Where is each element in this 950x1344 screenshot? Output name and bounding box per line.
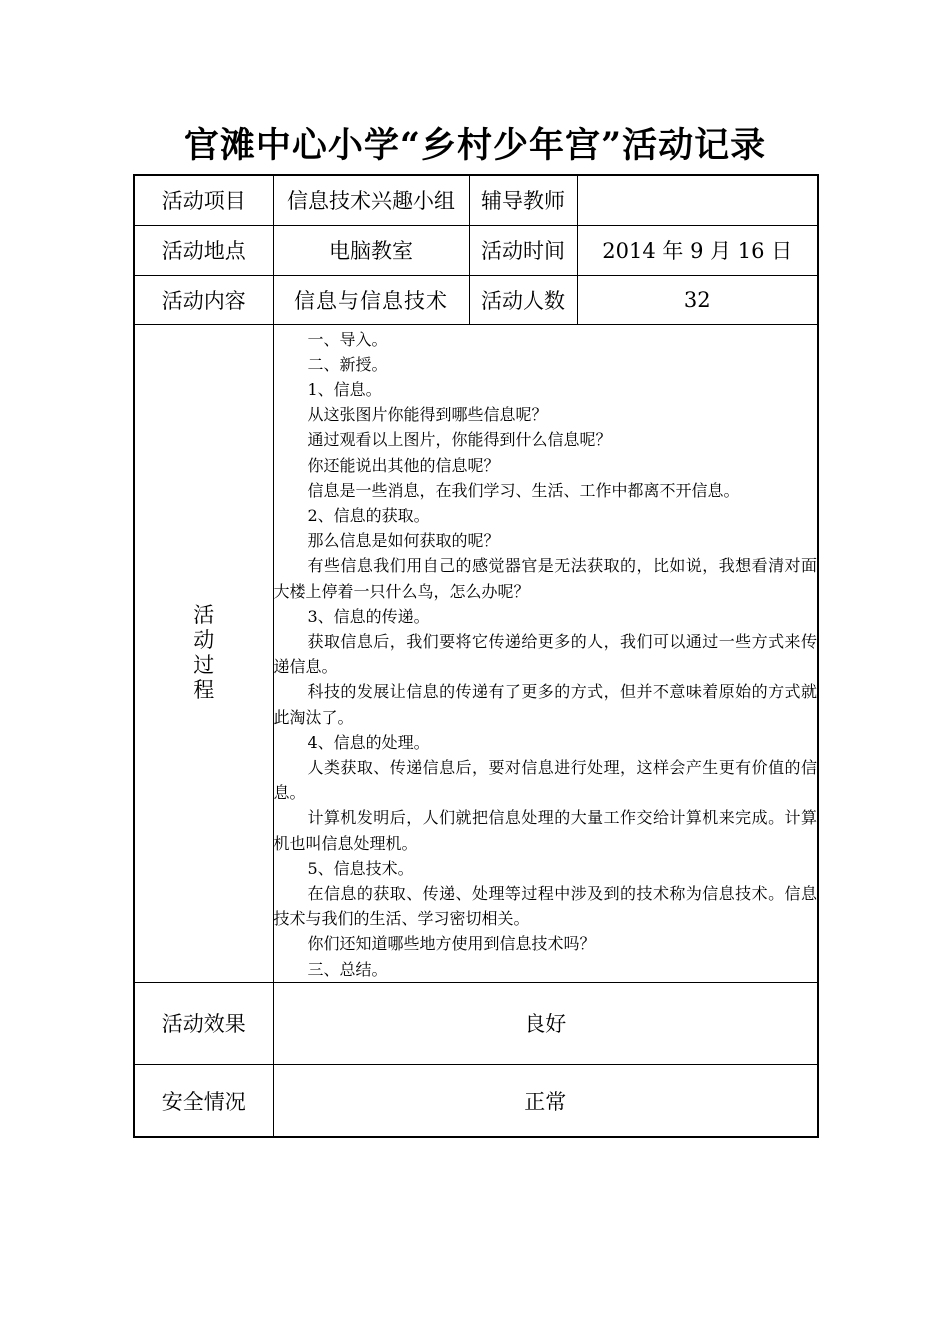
value-teacher [577, 175, 818, 225]
process-label-char: 过 [193, 653, 215, 678]
process-label-char: 程 [193, 678, 215, 703]
process-paragraph: 2、信息的获取。 [307, 505, 430, 525]
process-paragraph: 三、总结。 [307, 959, 388, 979]
row-project [134, 175, 818, 225]
label-content: 活动内容 [134, 275, 273, 324]
process-paragraph: 信息是一些消息，在我们学习、生活、工作中都离不开信息。 [307, 480, 740, 500]
label-teacher: 辅导教师 [469, 175, 577, 225]
process-paragraph: 一、导入。 [307, 329, 388, 349]
process-paragraph: 计算机发明后，人们就把信息处理的大量工作交给计算机来完成。计算机也叫信息处理机。 [273, 808, 817, 853]
label-effect: 活动效果 [134, 982, 273, 1064]
process-content [273, 324, 818, 982]
process-paragraph: 人类获取、传递信息后，要对信息进行处理，这样会产生更有价值的信息。 [273, 757, 817, 803]
value-safety: 正常 [273, 1064, 818, 1137]
value-content: 信息与信息技术 [273, 275, 469, 324]
row-process [134, 324, 818, 982]
label-safety: 安全情况 [134, 1064, 273, 1137]
value-project: 信息技术兴趣小组 [273, 175, 469, 225]
process-paragraph: 4、信息的处理。 [307, 732, 430, 752]
process-label-char: 动 [193, 628, 215, 653]
process-paragraph: 获取信息后，我们要将它传递给更多的人，我们可以通过一些方式来传递信息。 [273, 631, 817, 677]
process-paragraph: 在信息的获取、传递、处理等过程中涉及到的技术称为信息技术。信息技术与我们的生活、学习密切相关。 [273, 883, 817, 929]
process-paragraph: 二、新授。 [307, 354, 388, 374]
value-location: 电脑教室 [273, 225, 469, 275]
process-paragraph: 通过观看以上图片，你能得到什么信息呢？ [307, 430, 612, 450]
row-content [134, 275, 818, 324]
value-time: 2014 年 9 月 16 日 [577, 225, 818, 275]
row-effect [134, 982, 818, 1064]
row-location [134, 225, 818, 275]
process-paragraph: 5、信息技术。 [307, 858, 414, 878]
process-paragraph: 科技的发展让信息的传递有了更多的方式，但并不意味着原始的方式就此淘汰了。 [273, 682, 817, 727]
document-title: 官滩中心小学“乡村少年宫”活动记录 [183, 125, 767, 166]
label-project: 活动项目 [134, 175, 273, 225]
row-safety [134, 1064, 818, 1137]
process-paragraph: 那么信息是如何获取的呢？ [307, 531, 500, 551]
label-count: 活动人数 [469, 275, 577, 324]
label-process [134, 324, 273, 982]
process-label-char: 活 [193, 603, 215, 628]
label-location: 活动地点 [134, 225, 273, 275]
activity-record-table [133, 174, 819, 1138]
process-paragraph: 从这张图片你能得到哪些信息呢？ [307, 405, 548, 425]
process-paragraph: 你们还知道哪些地方使用到信息技术吗？ [307, 934, 596, 954]
value-count: 32 [577, 275, 818, 324]
label-time: 活动时间 [469, 225, 577, 275]
process-paragraph: 3、信息的传递。 [307, 606, 430, 626]
process-paragraph: 你还能说出其他的信息呢？ [307, 455, 500, 475]
process-paragraph: 有些信息我们用自己的感觉器官是无法获取的，比如说，我想看清对面大楼上停着一只什么鸟，怎么办呢？ [273, 556, 817, 601]
process-paragraph: 1、信息。 [307, 379, 382, 399]
value-effect: 良好 [273, 982, 818, 1064]
